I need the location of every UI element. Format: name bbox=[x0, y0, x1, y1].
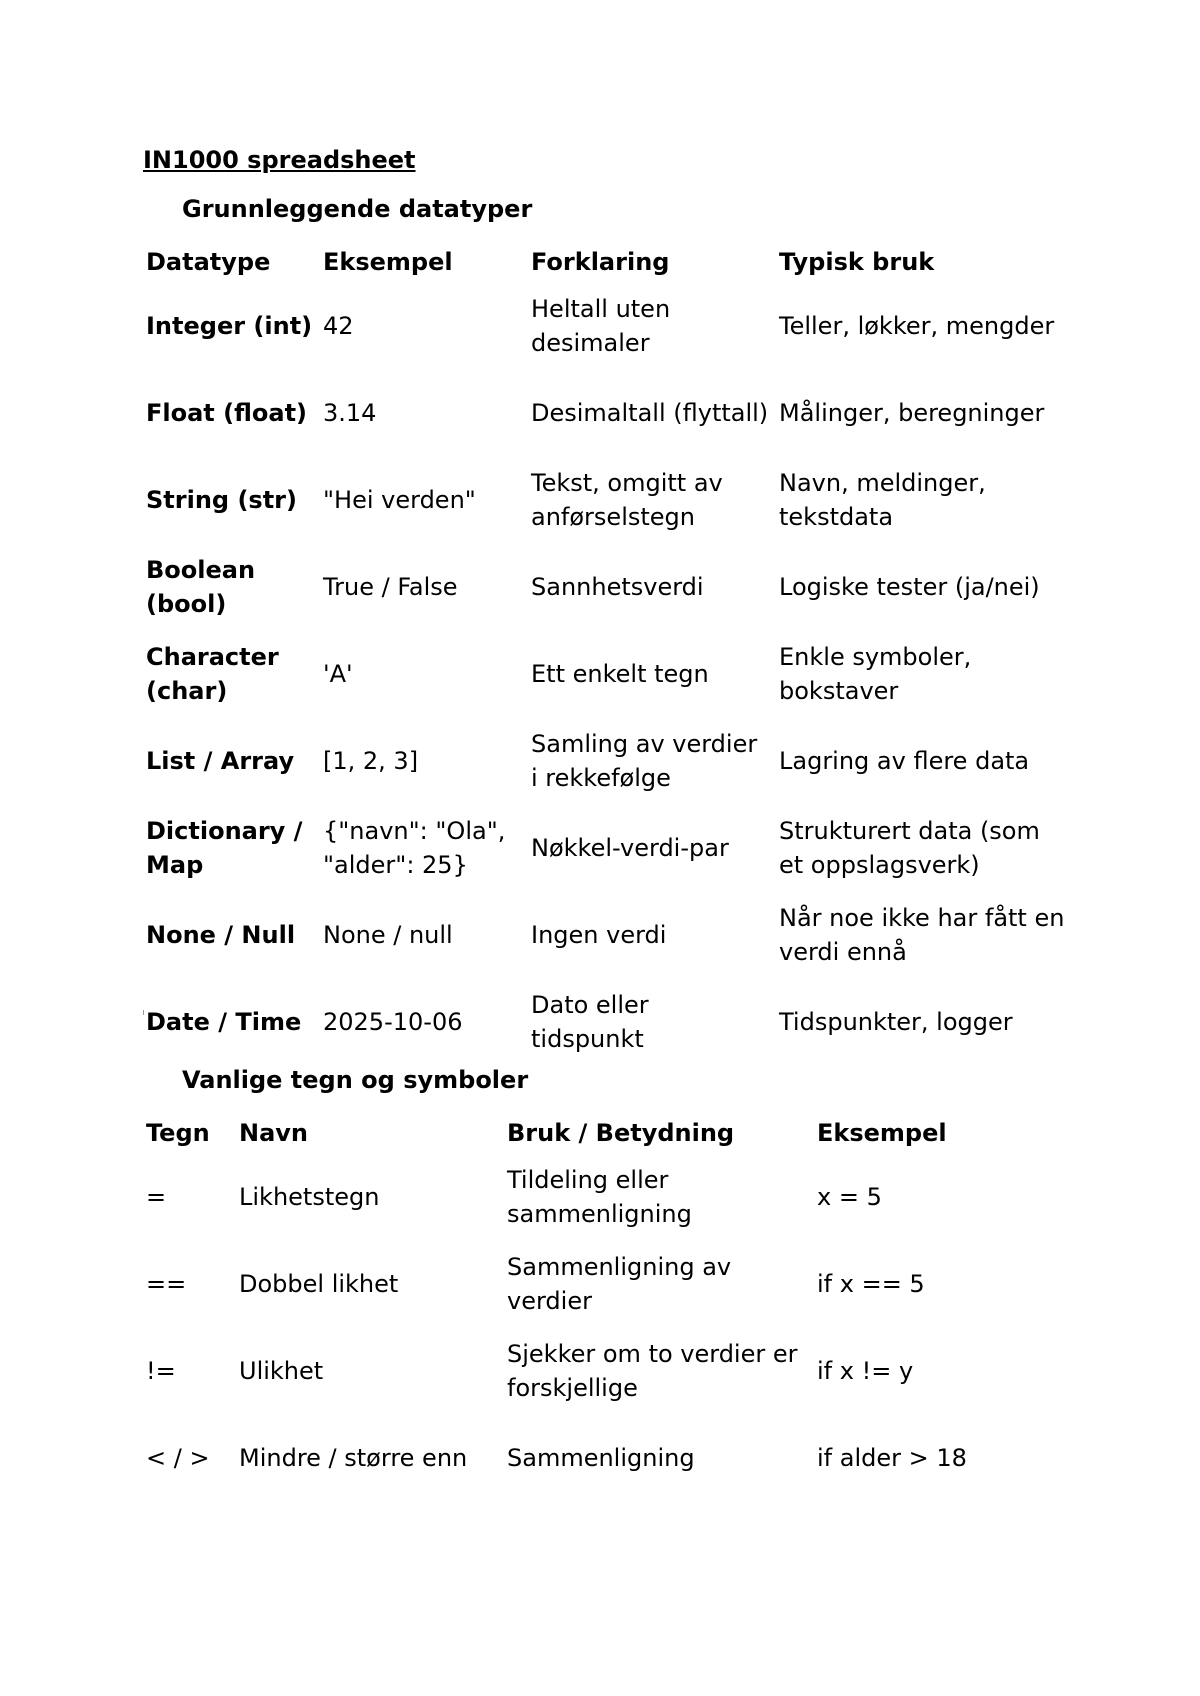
symbols-heading: Vanlige tegn og symboler bbox=[182, 1066, 529, 1094]
column-header-navn: Navn bbox=[239, 1119, 309, 1147]
name-cell: Dobbel likhet bbox=[239, 1269, 399, 1298]
example-cell: {"navn": "Ola", "alder": 25} bbox=[323, 816, 506, 879]
table-row bbox=[140, 891, 1070, 978]
table-row bbox=[140, 630, 1070, 717]
example-cell: "Hei verden" bbox=[323, 485, 476, 514]
example-cell: 42 bbox=[323, 311, 354, 340]
example-cell: True / False bbox=[323, 572, 458, 601]
datatype-cell: String (str) bbox=[146, 485, 297, 514]
table-row bbox=[140, 978, 1070, 1065]
usage-cell: Når noe ikke har fått en verdi ennå bbox=[779, 903, 1065, 966]
example-cell: 2025-10-06 bbox=[323, 1007, 463, 1036]
table-row bbox=[140, 1153, 1010, 1240]
table-row bbox=[140, 282, 1070, 369]
usage-cell: Teller, løkker, mengder bbox=[779, 311, 1055, 340]
explanation-cell: Heltall uten desimaler bbox=[531, 294, 671, 357]
usage-cell: Målinger, beregninger bbox=[779, 398, 1045, 427]
example-cell: [1, 2, 3] bbox=[323, 746, 419, 775]
table-row bbox=[140, 369, 1070, 456]
stray-mark bbox=[143, 1010, 144, 1015]
datatype-cell: Float (float) bbox=[146, 398, 308, 427]
datatype-cell: Boolean (bool) bbox=[146, 555, 256, 618]
usage-cell: Lagring av flere data bbox=[779, 746, 1030, 775]
datatypes-table bbox=[140, 242, 1070, 1065]
datatypes-heading: Grunnleggende datatyper bbox=[182, 195, 533, 223]
explanation-cell: Ett enkelt tegn bbox=[531, 659, 709, 688]
datatype-cell: Date / Time bbox=[146, 1007, 302, 1036]
example-cell: 'A' bbox=[323, 659, 353, 688]
column-header-eksempel: Eksempel bbox=[817, 1119, 947, 1147]
table-header-row bbox=[140, 1113, 1010, 1153]
example-cell: if x == 5 bbox=[817, 1269, 925, 1298]
usage-cell: Tildeling eller sammenligning bbox=[507, 1165, 692, 1228]
example-cell: x = 5 bbox=[817, 1182, 882, 1211]
symbol-cell: == bbox=[146, 1269, 187, 1298]
example-cell: if alder > 18 bbox=[817, 1443, 967, 1472]
table-row bbox=[140, 1414, 1010, 1501]
table-row bbox=[140, 1327, 1010, 1414]
name-cell: Ulikhet bbox=[239, 1356, 324, 1385]
table-row bbox=[140, 1240, 1010, 1327]
datatype-cell: List / Array bbox=[146, 746, 295, 775]
usage-cell: Enkle symboler, bokstaver bbox=[779, 642, 972, 705]
datatype-cell: Dictionary / Map bbox=[146, 816, 303, 879]
usage-cell: Logiske tester (ja/nei) bbox=[779, 572, 1040, 601]
table-row bbox=[140, 543, 1070, 630]
usage-cell: Tidspunkter, logger bbox=[779, 1007, 1013, 1036]
name-cell: Likhetstegn bbox=[239, 1182, 380, 1211]
column-header-eksempel: Eksempel bbox=[323, 248, 453, 276]
example-cell: 3.14 bbox=[323, 398, 377, 427]
explanation-cell: Tekst, omgitt av anførselstegn bbox=[531, 468, 723, 531]
explanation-cell: Nøkkel-verdi-par bbox=[531, 833, 729, 862]
datatype-cell: None / Null bbox=[146, 920, 296, 949]
symbol-cell: != bbox=[146, 1356, 176, 1385]
column-header-bruk: Bruk / Betydning bbox=[507, 1119, 735, 1147]
symbols-table bbox=[140, 1113, 1010, 1501]
explanation-cell: Sannhetsverdi bbox=[531, 572, 704, 601]
table-row bbox=[140, 804, 1070, 891]
explanation-cell: Samling av verdier i rekkefølge bbox=[531, 729, 758, 792]
explanation-cell: Desimaltall (flyttall) bbox=[531, 398, 769, 427]
column-header-forklaring: Forklaring bbox=[531, 248, 670, 276]
name-cell: Mindre / større enn bbox=[239, 1443, 468, 1472]
example-cell: if x != y bbox=[817, 1356, 914, 1385]
symbol-cell: < / > bbox=[146, 1443, 210, 1472]
usage-cell: Sjekker om to verdier er forskjellige bbox=[507, 1339, 798, 1402]
explanation-cell: Ingen verdi bbox=[531, 920, 667, 949]
table-row bbox=[140, 456, 1070, 543]
document-title: IN1000 spreadsheet bbox=[143, 146, 416, 174]
usage-cell: Navn, meldinger, tekstdata bbox=[779, 468, 986, 531]
column-header-typisk-bruk: Typisk bruk bbox=[779, 248, 935, 276]
usage-cell: Sammenligning bbox=[507, 1443, 695, 1472]
example-cell: None / null bbox=[323, 920, 453, 949]
table-row bbox=[140, 717, 1070, 804]
table-header-row bbox=[140, 242, 1070, 282]
usage-cell: Sammenligning av verdier bbox=[507, 1252, 732, 1315]
column-header-tegn: Tegn bbox=[146, 1119, 210, 1147]
datatype-cell: Character (char) bbox=[146, 642, 279, 705]
datatype-cell: Integer (int) bbox=[146, 311, 313, 340]
explanation-cell: Dato eller tidspunkt bbox=[531, 990, 649, 1053]
column-header-datatype: Datatype bbox=[146, 248, 271, 276]
usage-cell: Strukturert data (som et oppslagsverk) bbox=[779, 816, 1040, 879]
symbol-cell: = bbox=[146, 1182, 167, 1211]
